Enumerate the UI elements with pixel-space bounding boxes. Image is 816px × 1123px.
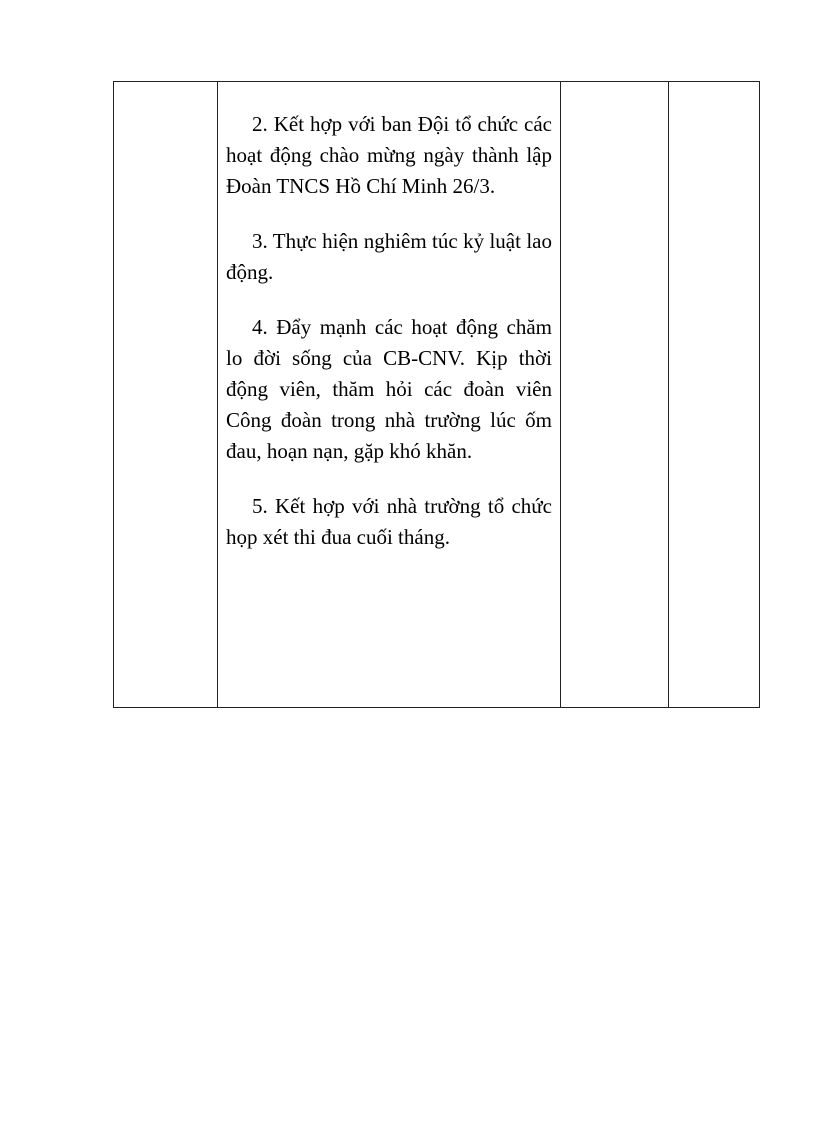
table-cell-empty-4 (669, 82, 760, 708)
table-row (114, 82, 760, 708)
plan-table (113, 81, 760, 708)
table-cell-empty-1 (114, 82, 218, 708)
list-item-5: 5. Kết hợp với nhà trường tổ chức họp xét thi đua cuối tháng. (226, 494, 552, 549)
table-cell-content (218, 82, 561, 708)
list-item-4: 4. Đẩy mạnh các hoạt động chăm lo đời sống của CB-CNV. Kịp thời động viên, thăm hỏi các đoàn viên Công đoàn trong nhà trường lúc ốm đau, hoạn nạn, gặp khó khăn. (226, 315, 552, 463)
list-item-2: 2. Kết hợp với ban Đội tổ chức các hoạt động chào mừng ngày thành lập Đoàn TNCS Hồ Chí Minh 26/3. (226, 112, 552, 198)
list-item-3: 3. Thực hiện nghiêm túc kỷ luật lao động. (226, 229, 552, 284)
table-cell-empty-3 (561, 82, 669, 708)
